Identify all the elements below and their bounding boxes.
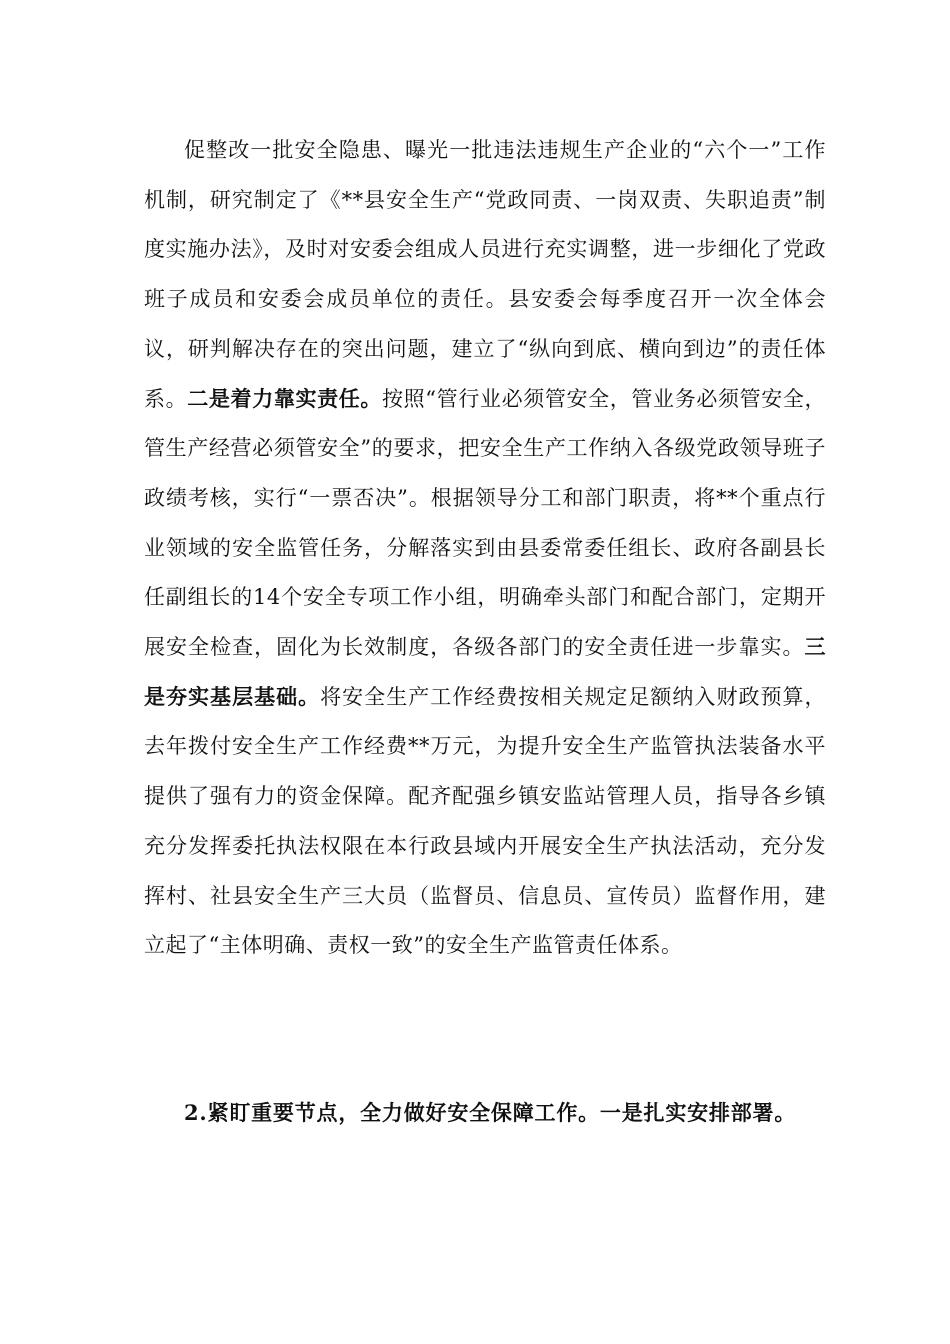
paragraph-1-text-2: 按照“管行业必须管安全，管业务必须管安全，管生产经营必须管安全”的要求，把安全生产工作纳入各级党政领导班子政绩考核，实行“一票否决”。根据领导分工和部门职责，将**个重点行业领域的安全监管任务，分解落实到由县委常委任组长、政府各副县长任副组长的14个安全专项工作小组，明确牵头部门和配合部门，定期开展安全检查，固化为长效制度，各级各部门的安全责任进一步靠实。 xyxy=(144,386,827,660)
body-paragraph-1 xyxy=(144,126,826,971)
section-heading-2: 2.紧盯重要节点，全力做好安全保障工作。一是扎实安排部署。 xyxy=(184,1100,797,1125)
paragraph-1-bold-heading-2: 二是着力靠实责任。 xyxy=(187,386,383,411)
paragraph-1-text-3: 将安全生产工作经费按相关规定足额纳入财政预算，去年拨付安全生产工作经费**万元，为提升安全生产监管执法装备水平提供了强有力的资金保障。配齐配强乡镇安监站管理人员，指导各乡镇充分发挥委托执法权限在本行政县域内开展安全生产执法活动，充分发挥村、社县安全生产三大员（监督员、信息员、宣传员）监督作用，建立起了“主体明确、责权一致”的安全生产监管责任体系。 xyxy=(144,684,827,958)
paragraph-1-bold-heading-3: 三是夯实基层基础。 xyxy=(144,635,826,709)
paragraph-1-text-1: 促整改一批安全隐患、曝光一批违法违规生产企业的“六个一”工作机制，研究制定了《**县安全生产“党政同责、一岗双责、失职追责”制度实施办法》，及时对安委会组成人员进行充实调整，进一步细化了党政班子成员和安委会成员单位的责任。县安委会每季度召开一次全体会议，研判解决存在的突出问题，建立了“纵向到底、横向到边”的责任体系。 xyxy=(144,138,826,411)
